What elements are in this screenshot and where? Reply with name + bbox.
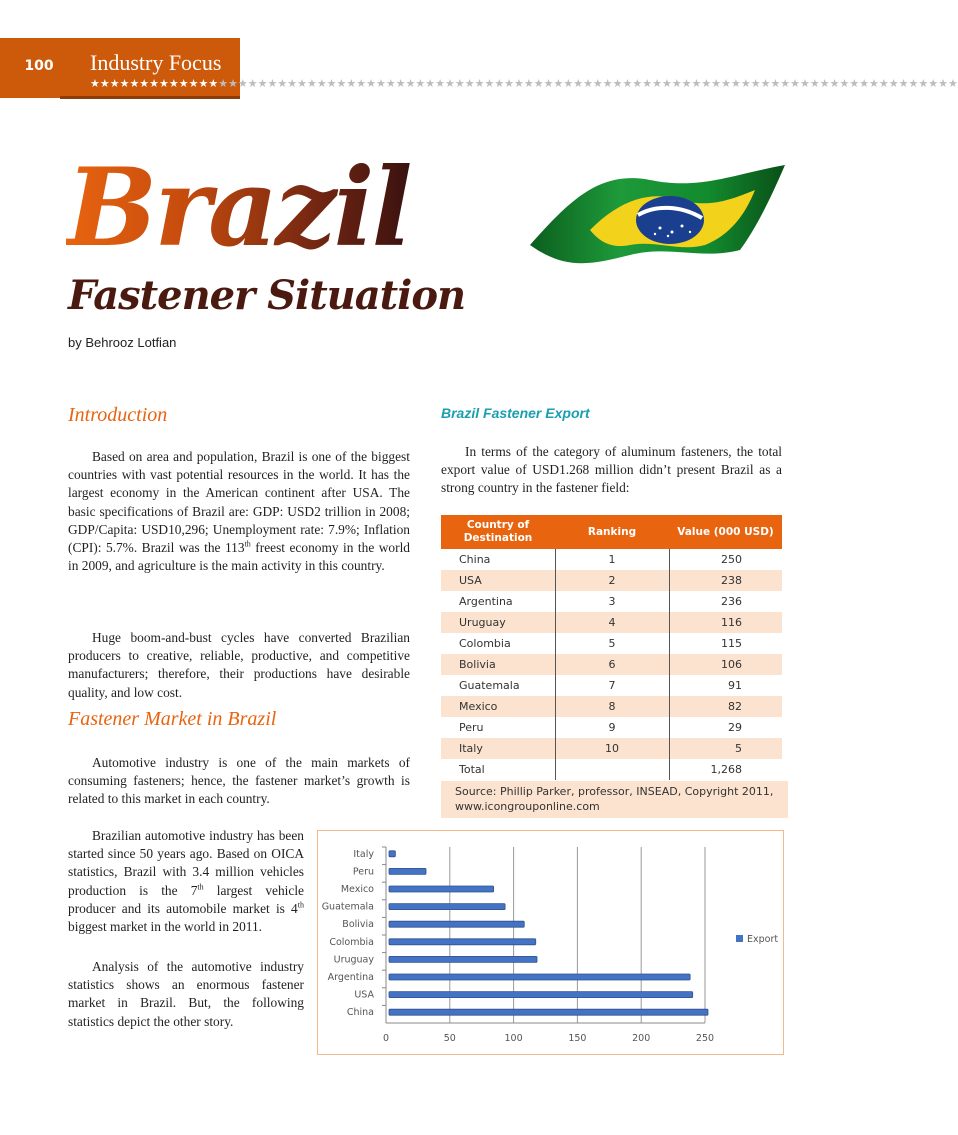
byline: by Behrooz Lotfian	[68, 335, 177, 350]
table-cell-ranking: 4	[555, 612, 669, 633]
legend-swatch	[736, 935, 743, 942]
star-rule-decoration: ★★★★★★★★★★★★★★★★★★★★★★★★★★★★★★★★★★★★★★★★★★★★★★★★★★★★★★★★★★★★★★★★★★★★★★★★★★★★★★★★★★★★★★★★	[90, 77, 958, 90]
bar-usa	[389, 992, 693, 998]
article-title: Brazil	[66, 145, 410, 271]
intro-paragraph-1: Based on area and population, Brazil is one of the biggest countries with vast potential resources in the world. It has the largest economy in the American continent after USA. The basic specifications of Brazil are: GDP: USD2 trillion in 2008; GDP/Capita: USD10,296; Unemployment rate: 7.9%; Inflation (CPI): 5.7%. Brazil was the 113th freest economy in the world in 2009, and agriculture is the main activity in this country.	[68, 449, 411, 574]
table-cell-country: Mexico	[441, 696, 555, 717]
table-header-country: Country of Destination	[441, 515, 555, 549]
table-cell-country: Colombia	[441, 633, 555, 654]
table-header-value: Value (000 USD)	[669, 515, 782, 549]
x-tick-label: 250	[695, 1033, 715, 1044]
market-paragraph-2: Brazilian automotive industry has been started since 50 years ago. Based on OICA statistics, Brazil with 3.4 million vehicles production is the 7th largest vehicle producer and its automobile market is 4th biggest market in the world in 2011.	[68, 828, 304, 935]
table-cell-ranking: 5	[555, 633, 669, 654]
table-cell-value: 29	[669, 717, 782, 738]
table-row	[441, 591, 782, 612]
table-cell-ranking: 9	[555, 717, 669, 738]
table-cell-country: Uruguay	[441, 612, 555, 633]
bar-bolivia	[389, 921, 524, 927]
export-heading: Brazil Fastener Export	[441, 405, 590, 421]
legend-label: Export	[747, 934, 779, 945]
table-cell-country: Italy	[441, 738, 555, 759]
table-cell-value: 236	[669, 591, 782, 612]
table-header-row	[441, 515, 782, 549]
table-row	[441, 612, 782, 633]
table-cell-value: 238	[669, 570, 782, 591]
table-cell-country: Guatemala	[441, 675, 555, 696]
table-cell-value: 5	[669, 738, 782, 759]
table-cell-country: Argentina	[441, 591, 555, 612]
table-header-ranking: Ranking	[555, 515, 669, 549]
table-cell-value: 250	[669, 549, 782, 570]
table-body	[441, 549, 782, 780]
bar-guatemala	[389, 904, 505, 910]
y-tick-label: Argentina	[327, 972, 374, 983]
introduction-heading: Introduction	[68, 404, 168, 426]
table-cell-ranking: 8	[555, 696, 669, 717]
x-tick-label: 0	[382, 1033, 390, 1044]
table-row	[441, 759, 782, 780]
table-cell-ranking: 3	[555, 591, 669, 612]
table-cell-ranking: 7	[555, 675, 669, 696]
y-tick-label: Mexico	[340, 884, 374, 895]
table-row	[441, 549, 782, 570]
y-tick-label: Guatemala	[321, 901, 374, 913]
table-cell-ranking	[555, 759, 669, 780]
x-tick-label: 100	[504, 1033, 523, 1044]
bar-peru	[389, 868, 426, 874]
y-tick-label: USA	[354, 989, 374, 1001]
table-source-note: Source: Phillip Parker, professor, INSEAD, Copyright 2011, www.icongrouponline.com	[441, 781, 788, 818]
bar-argentina	[389, 974, 690, 980]
y-tick-label: Peru	[352, 866, 374, 878]
table-row	[441, 675, 782, 696]
table-cell-country: Total	[441, 759, 555, 780]
table-cell-country: Bolivia	[441, 654, 555, 675]
bar-uruguay	[389, 956, 537, 962]
intro-paragraph-2: Huge boom-and-bust cycles have converted Brazilian producers to creative, reliable, productive, and competitive manufacturers; therefore, their productions have desirable quality, and low cost.	[68, 630, 410, 700]
table-cell-country: China	[441, 549, 555, 570]
table-cell-value: 106	[669, 654, 782, 675]
x-tick-label: 150	[568, 1033, 587, 1044]
table-cell-value: 91	[669, 675, 782, 696]
export-intro-paragraph: In terms of the category of aluminum fasteners, the total export value of USD1.268 million didn’t present Brazil as a strong country in the fastener field:	[441, 444, 782, 496]
table-cell-ranking: 2	[555, 570, 669, 591]
table-row	[441, 696, 782, 717]
table-cell-value: 116	[669, 612, 782, 633]
fastener-market-heading: Fastener Market in Brazil	[68, 708, 277, 730]
x-tick-label: 50	[443, 1033, 456, 1044]
table-cell-ranking: 10	[555, 738, 669, 759]
market-paragraph-3: Analysis of the automotive industry statistics shows an enormous fastener market in Brazil. But, the following statistics depict the other story.	[68, 959, 304, 1029]
table-row	[441, 633, 782, 654]
article-subtitle: Fastener Situation	[68, 272, 466, 319]
bar-italy	[389, 851, 395, 857]
table-cell-country: USA	[441, 570, 555, 591]
table-row	[441, 654, 782, 675]
table-cell-value: 1,268	[669, 759, 782, 780]
table-cell-value: 115	[669, 633, 782, 654]
section-title: Industry Focus	[90, 50, 222, 75]
table-row	[441, 738, 782, 759]
y-tick-label: Uruguay	[333, 954, 374, 966]
chart-canvas	[318, 831, 783, 1054]
market-paragraph-1: Automotive industry is one of the main markets of consuming fasteners; hence, the fastener market’s growth is related to this market in each country.	[68, 755, 410, 807]
table-cell-ranking: 6	[555, 654, 669, 675]
table-cell-value: 82	[669, 696, 782, 717]
brazil-flag-icon	[530, 160, 785, 270]
table-cell-ranking: 1	[555, 549, 669, 570]
bar-colombia	[389, 939, 536, 945]
y-tick-label: Italy	[353, 848, 374, 860]
table-row	[441, 717, 782, 738]
export-table	[441, 515, 782, 780]
bar-mexico	[389, 886, 494, 892]
header-tab-shadow	[60, 96, 240, 99]
y-tick-label: Bolivia	[342, 919, 374, 931]
page-number: 100	[14, 55, 64, 77]
y-tick-label: Colombia	[329, 936, 374, 948]
table-cell-country: Peru	[441, 717, 555, 738]
table-row	[441, 570, 782, 591]
bar-china	[389, 1009, 708, 1015]
export-bar-chart	[317, 830, 784, 1055]
y-tick-label: China	[346, 1007, 374, 1019]
x-tick-label: 200	[632, 1033, 651, 1044]
